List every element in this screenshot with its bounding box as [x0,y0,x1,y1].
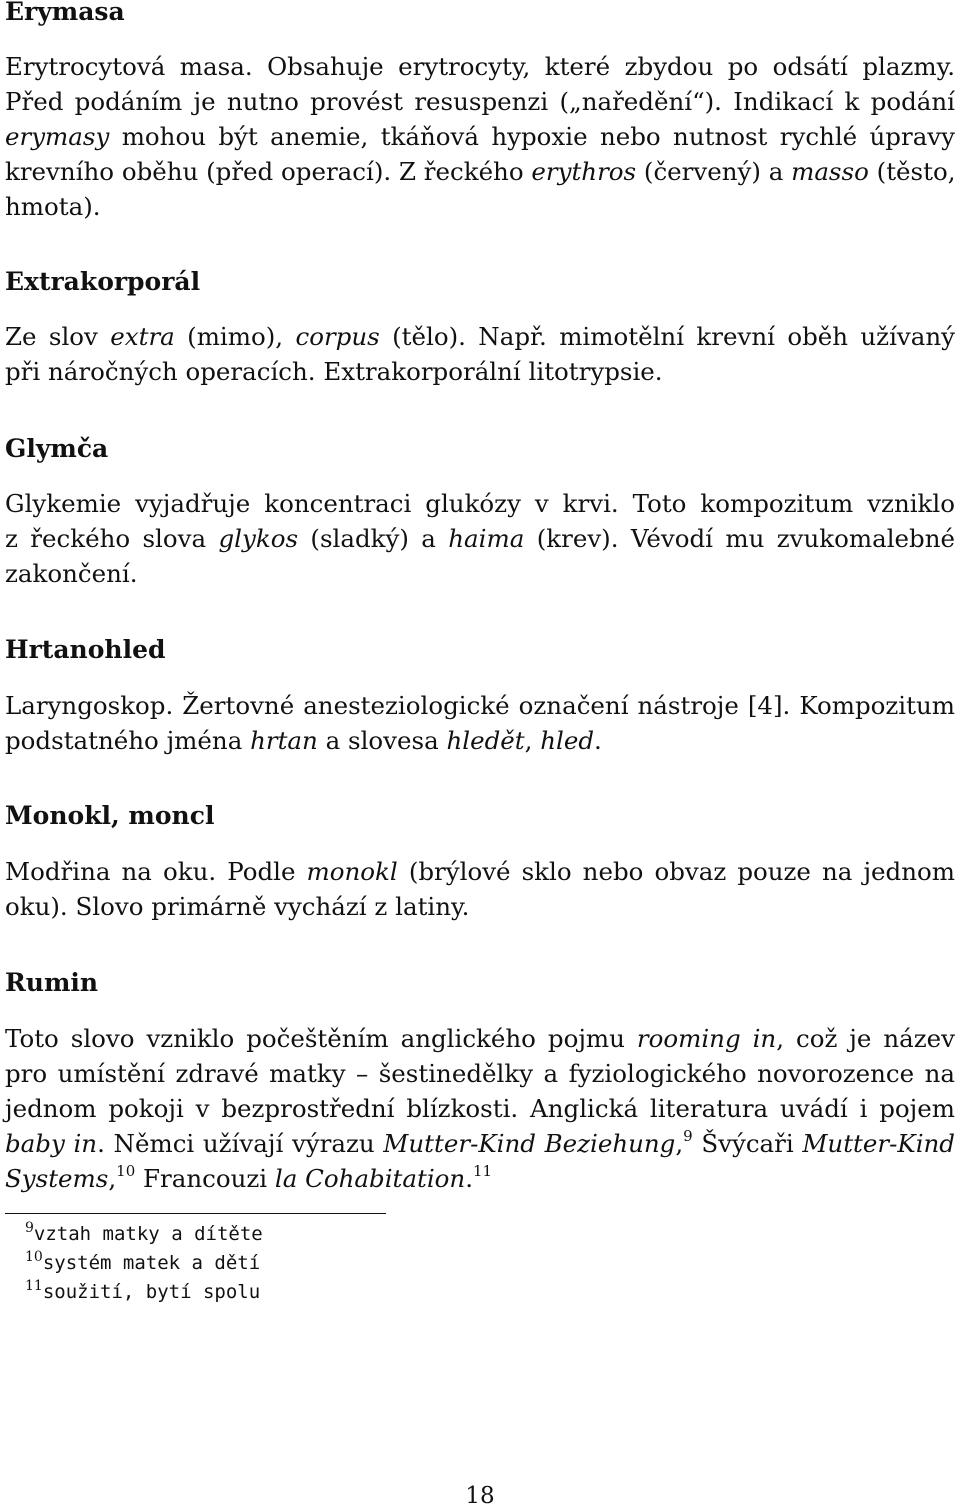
text-line: jednom pokoji v bezprostřední blízkosti. Anglická literatura uvádí i pojem [5,1094,955,1123]
text-line: oku). Slovo primárně vychází z latiny. [5,892,470,921]
text-line: erymasy mohou být anemie, tkáňová hypoxie nebo nutnost rychlé úpravy [5,122,955,151]
text-line: pro umístění zdravé matky – šestinedělky a fyziologického novorozence na [5,1059,955,1088]
text-line: Toto slovo vzniklo počeštěním anglického pojmu rooming in, což je název [5,1024,955,1053]
text-line: Erytrocytová masa. Obsahuje erytrocyty, které zbydou po odsátí plazmy. [5,52,955,81]
footnote-10 [25,1249,260,1277]
entry-title-glymca: Glymča [5,434,109,463]
entry-title-extrakorporal: Extrakorporál [5,267,201,296]
footnote-number: 9 [25,1219,34,1236]
entry-title-rumin: Rumin [5,968,99,997]
entry-title-hrtanohled: Hrtanohled [5,635,166,664]
text-line: z řeckého slova glykos (sladký) a haima (krev). Vévodí mu zvukomalebné [5,524,956,553]
text-line: hmota). [5,192,101,221]
text-line: Ze slov extra (mimo), corpus (tělo). Např. mimotělní krevní oběh užívaný [5,322,955,351]
footnote-text: systém matek a dětí [42,1252,261,1274]
entry-text-monokl [5,854,955,924]
footnote-number: 11 [25,1277,43,1294]
text-line: Glykemie vyjadřuje koncentraci glukózy v krvi. Toto kompozitum vzniklo [5,489,955,518]
text-line: Systems,$^{10}$ Francouzi la Cohabitation.$^{11}$ [5,1161,493,1193]
page-number: 18 [465,1483,495,1509]
text-line: krevního oběhu (před operací). Z řeckého erythros (červený) a masso (těsto, [5,157,956,186]
entry-text-rumin [5,1021,955,1196]
footnote-11 [25,1278,260,1306]
footnote-text: vztah matky a dítěte [33,1223,263,1245]
text-line: podstatného jména hrtan a slovesa hledět, hled. [5,726,602,755]
footnote-ref-10[interactable]: 10 [116,1161,136,1180]
entry-title-monokl: Monokl, moncl [5,801,215,830]
footnote-number: 10 [25,1248,43,1265]
footnote-9 [25,1220,263,1248]
footnote-ref-9[interactable]: 9 [683,1126,693,1145]
text-line: baby in. Němci užívají výrazu Mutter-Kind Beziehung,$^9$ Švýcaři Mutter-Kind [5,1126,955,1158]
footnote-ref-11[interactable]: 11 [473,1161,493,1180]
text-line: při náročných operacích. Extrakorporální litotrypsie. [5,357,663,386]
entry-text-hrtanohled [5,688,955,758]
footnote-text: soužití, bytí spolu [42,1281,261,1303]
text-line: Před podáním je nutno provést resuspenzi („naředění“). Indikací k podání [5,87,955,116]
entry-title-erymasa: Erymasa [5,0,125,26]
entry-text-extrakorporal [5,319,955,389]
footnote-divider [5,1213,386,1214]
text-line: zakončení. [5,559,138,588]
entry-text-erymasa [5,49,955,224]
text-line: Modřina na oku. Podle monokl (brýlové sklo nebo obvaz pouze na jednom [5,857,955,886]
entry-text-glymca [5,486,955,591]
text-line: Laryngoskop. Žertovné anesteziologické označení nástroje [4]. Kompozitum [5,691,955,720]
